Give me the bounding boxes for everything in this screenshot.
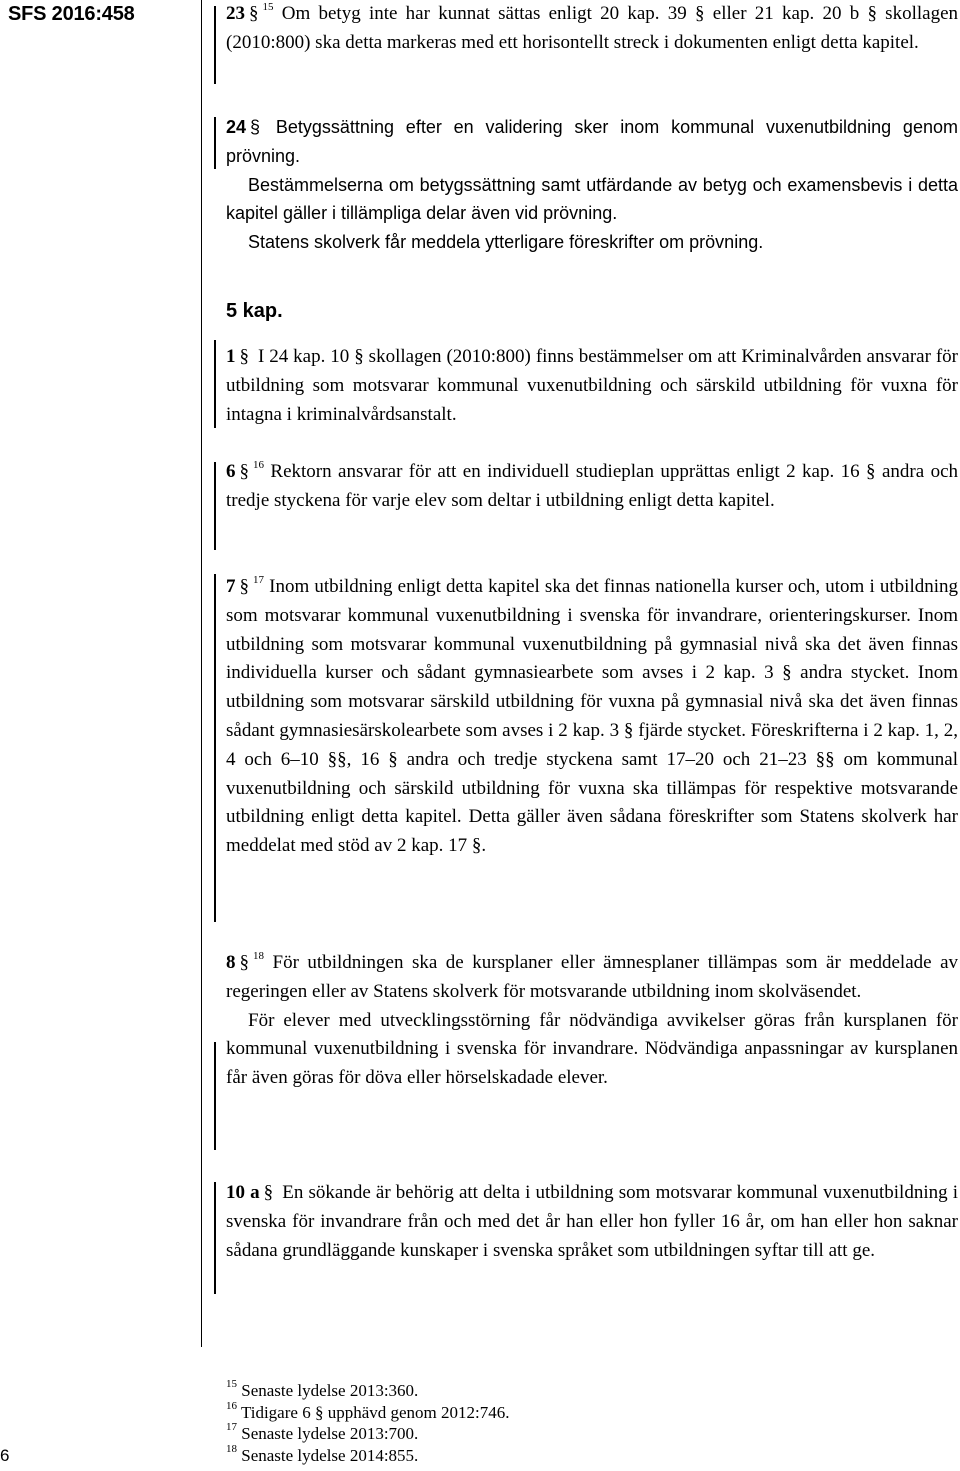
footnote-ref: 15 [262, 1, 274, 13]
section-paragraph: För elever med utvecklingsstörning får nödvändiga avvikelser göras från kursplanen för kommunal vuxenutbildning i svenska för invandrare. Nödvändiga anpassningar av kursplanen får även göras för döva eller hörselskadade elever. [226, 1009, 958, 1089]
section-10a [226, 1179, 958, 1265]
chapter-heading: 5 kap. [226, 300, 283, 322]
change-marker [214, 1182, 216, 1294]
section-text: Rektorn ansvarar för att en individuell studieplan upprättas enligt 2 kap. 16 § andra och tredje styckena för varje elev som deltar i utbildning enligt detta kapitel. [226, 461, 958, 511]
change-marker [214, 6, 216, 84]
section-24 [226, 113, 958, 257]
section-text: Inom utbildning enligt detta kapitel ska det finnas nationella kurser och, utom i utbildning som motsvarar kommunal vuxenutbildning i svenska för invandrare, orienteringskurser. Inom utbildning som motsvarar kommunal vuxenutbildning på gymnasial nivå ska det även finnas individuella kurser och sådant gymnasiearbete som avses i 2 kap. 3 § andra stycket. Inom utbildning som motsvarar särskild utbildning för vuxna på gymnasial nivå ska det även finnas sådant gymnasiesärskolearbete som avses i 2 kap. 3 § fjärde stycket. Föreskrifterna i 2 kap. 1, 2, 4 och 6–10 §§, 16 § andra och tredje styckena samt 17–20 och 21–23 §§ om kommunal vuxenutbildning och särskild utbildning för vuxna ska tillämpas för respektive motsvarande utbildning enligt detta kapitel. Detta gäller även sådana föreskrifter som Statens skolverk har meddelat med stöd av 2 kap. 17 §. [226, 576, 959, 857]
change-marker [214, 574, 216, 922]
section-number: 6 [226, 461, 236, 482]
change-marker [214, 1042, 216, 1150]
footnote: $^{18}$ Senaste lydelse 2014:855. [226, 1442, 419, 1465]
section-number: 7 [226, 576, 236, 597]
change-marker [214, 340, 216, 428]
page-margin-rule [201, 0, 202, 1347]
section-number: 8 [226, 952, 236, 973]
section-23 [226, 0, 958, 58]
footnotes [226, 1380, 509, 1466]
page-number: 6 [0, 1446, 10, 1465]
paragraph-symbol: § [263, 1182, 274, 1203]
paragraph-symbol: § [239, 346, 249, 367]
section-text: I 24 kap. 10 § skollagen (2010:800) finns bestämmelser om att Kriminalvården ansvarar för utbildning som motsvarar kommunal vuxenutbildning och särskild utbildning för vuxna för intagna i kriminalvårdsanstalt. [226, 346, 958, 425]
paragraph-symbol: § [250, 117, 261, 137]
section-6 [226, 458, 958, 516]
section-1 [226, 343, 958, 429]
sfs-number: SFS 2016:458 [8, 3, 135, 25]
footnote: $^{16}$ Tidigare 6 § upphävd genom 2012:746. [226, 1399, 510, 1422]
section-number: 1 [226, 346, 236, 367]
paragraph-symbol: § [239, 576, 249, 597]
section-number: 23 [226, 3, 245, 24]
footnote-ref: 16 [253, 459, 264, 471]
section-text: För utbildningen ska de kursplaner eller ämnesplaner tillämpas som är meddelade av regeringen eller av Statens skolverk för motsvarande utbildning inom skolväsendet. [226, 952, 959, 1002]
change-marker [214, 462, 216, 550]
section-8 [226, 949, 958, 1093]
footnote-ref: 18 [253, 950, 264, 962]
section-number: 24 [226, 117, 247, 137]
section-text: Om betyg inte har kunnat sättas enligt 20 kap. 39 § eller 21 kap. 20 b § skollagen (2010:800) ska detta markeras med ett horisontellt streck i dokumenten enligt detta kapitel. [226, 3, 959, 53]
paragraph-symbol: § [239, 952, 249, 973]
section-paragraph: Bestämmelserna om betygssättning samt utfärdande av betyg och examensbevis i detta kapitel gäller i tillämpliga delar även vid prövning. [226, 174, 958, 224]
footnote: $^{15}$ Senaste lydelse 2013:360. [226, 1378, 419, 1400]
paragraph-symbol: § [249, 3, 259, 24]
section-7 [226, 573, 958, 861]
section-text: Betygssättning efter en validering sker inom kommunal vuxenutbildning genom prövning. [226, 117, 958, 166]
section-paragraph: Statens skolverk får meddela ytterligare föreskrifter om prövning. [248, 232, 764, 253]
footnote: $^{17}$ Senaste lydelse 2013:700. [226, 1421, 419, 1443]
paragraph-symbol: § [239, 461, 249, 482]
section-number: 10 a [226, 1182, 260, 1203]
change-marker [214, 117, 216, 169]
section-text: En sökande är behörig att delta i utbildning som motsvarar kommunal vuxenutbildning i svenska för invandrare från och med det år han eller hon fyller 16 år, om han eller hon saknar sådana grundläggande kunskaper i svenska språket som utbildningen syftar till att ge. [226, 1182, 959, 1261]
footnote-ref: 17 [253, 574, 264, 586]
